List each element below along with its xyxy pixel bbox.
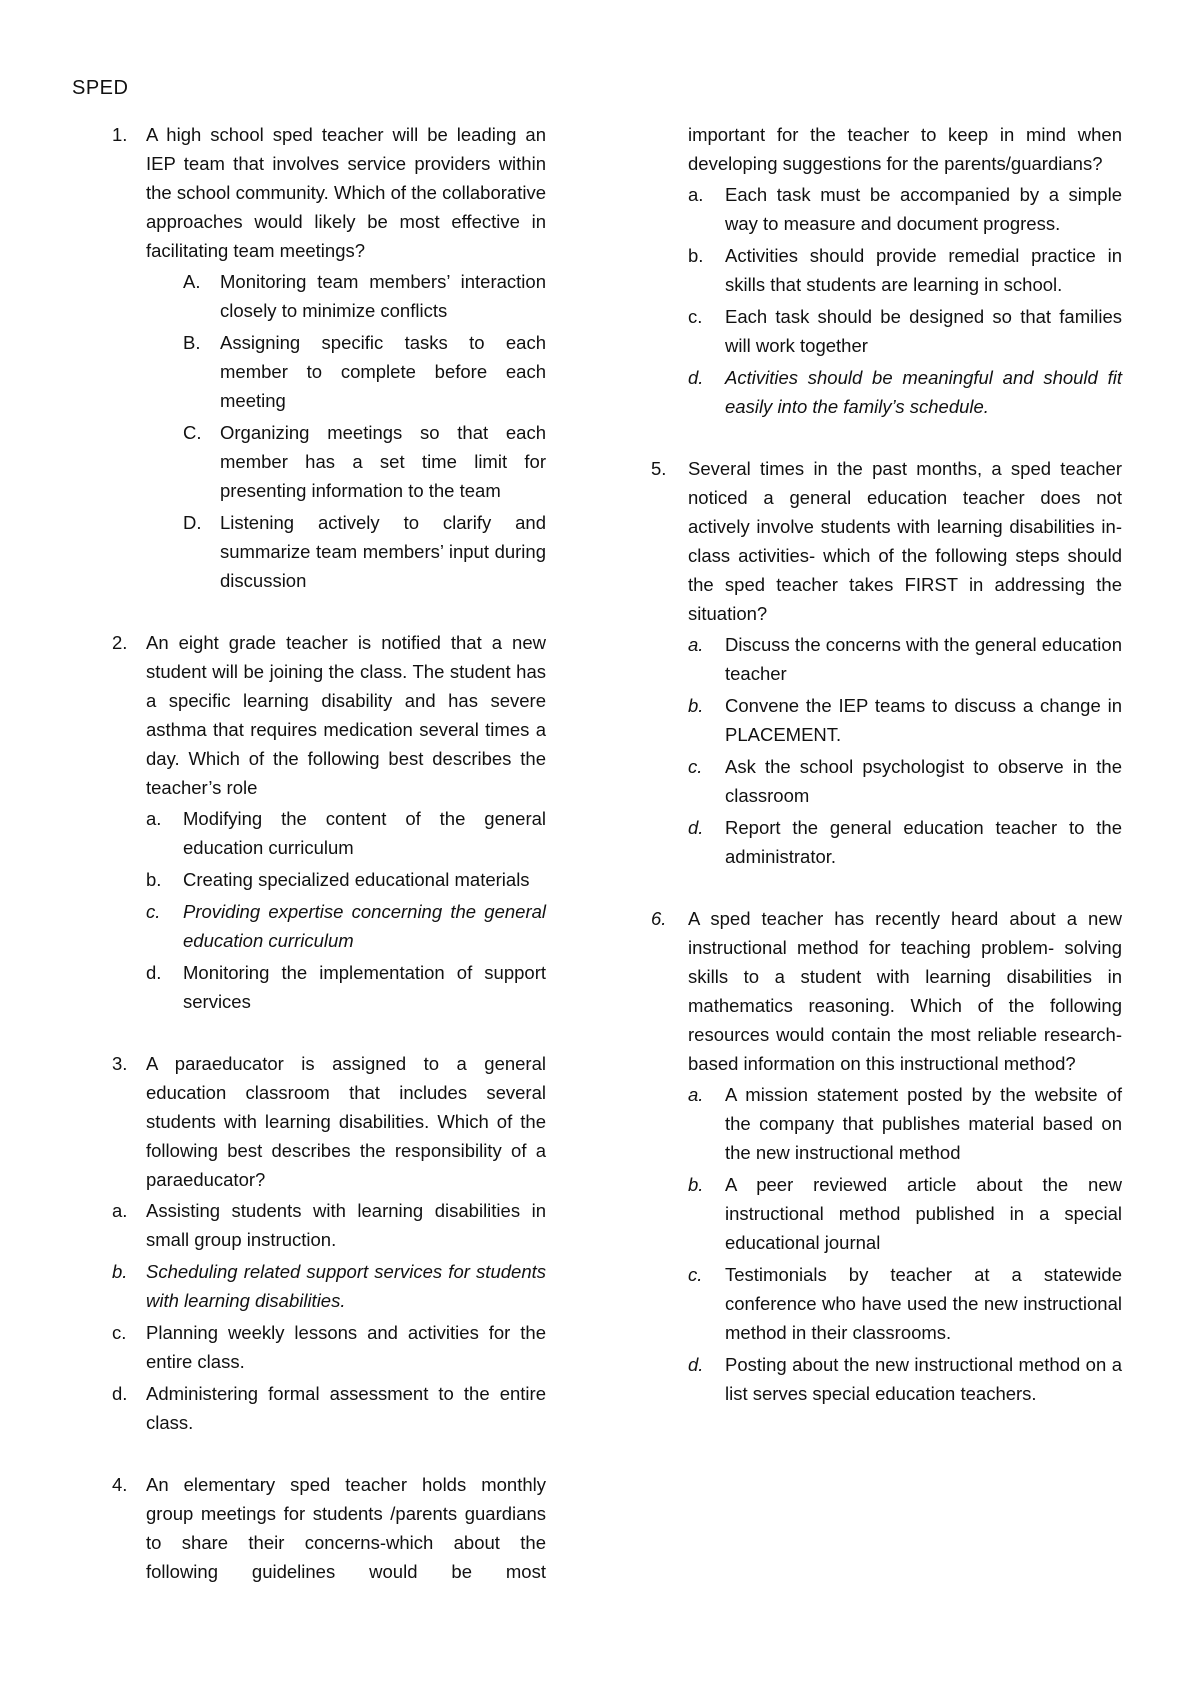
option-d (183, 508, 546, 595)
option-letter: a. (688, 634, 704, 655)
option-text: Monitoring team members’ interaction closely to minimize conflicts (220, 271, 546, 321)
question-3 (112, 1049, 546, 1437)
option-text: Testimonials by teacher at a statewide conference who have used the new instructional method in their classrooms. (725, 1264, 1122, 1343)
option-letter: B. (183, 332, 201, 353)
question-number: 6. (651, 908, 667, 929)
option-b (688, 691, 1122, 749)
option-b (688, 1170, 1122, 1257)
option-a (183, 267, 546, 325)
option-text: Report the general education teacher to the administrator. (725, 817, 1122, 867)
option-c (688, 752, 1122, 810)
option-text: Each task should be designed so that families will work together (725, 306, 1122, 356)
option-text: Ask the school psychologist to observe in the classroom (725, 756, 1122, 806)
question-text: important for the teacher to keep in mind when developing suggestions for the parents/guardians? (688, 124, 1122, 174)
option-letter: b. (112, 1261, 128, 1282)
question-number: 1. (112, 124, 128, 145)
option-a (688, 630, 1122, 688)
option-text: Discuss the concerns with the general education teacher (725, 634, 1122, 684)
option-text: Activities should provide remedial practice in skills that students are learning in school. (725, 245, 1122, 295)
option-letter: d. (112, 1383, 128, 1404)
question-text: A sped teacher has recently heard about a new instructional method for teaching problem- solving skills to a student with learning disabilities in mathematics reasoning. Which of the following resources would contain the most reliable research-based information on this instructional method? (688, 908, 1122, 1074)
option-text: Listening actively to clarify and summarize team members’ input during discussion (220, 512, 546, 591)
option-text: Creating specialized educational materials (183, 869, 530, 890)
question-1 (112, 120, 546, 595)
option-a (146, 804, 546, 862)
question-4-part-1 (112, 1470, 546, 1586)
option-b (146, 865, 546, 894)
option-b (183, 328, 546, 415)
question-4-part-2 (688, 120, 1122, 421)
option-d (146, 958, 546, 1016)
option-b (688, 241, 1122, 299)
option-text: Scheduling related support services for students with learning disabilities. (146, 1261, 546, 1311)
option-letter: c. (688, 1264, 703, 1285)
option-letter: d. (146, 962, 162, 983)
option-text: Modifying the content of the general education curriculum (183, 808, 546, 858)
option-letter: d. (688, 817, 704, 838)
option-letter: a. (112, 1200, 128, 1221)
option-c (112, 1318, 546, 1376)
option-text: Convene the IEP teams to discuss a change in PLACEMENT. (725, 695, 1122, 745)
option-letter: c. (112, 1322, 127, 1343)
option-list (146, 267, 546, 595)
option-d (688, 363, 1122, 421)
option-a (688, 180, 1122, 238)
option-letter: c. (688, 756, 703, 777)
option-letter: c. (688, 306, 703, 327)
left-column (112, 120, 546, 1586)
option-a (112, 1196, 546, 1254)
option-letter: d. (688, 367, 704, 388)
option-list (146, 804, 546, 1016)
option-letter: b. (688, 695, 704, 716)
option-c (183, 418, 546, 505)
question-6 (651, 904, 1122, 1408)
question-text: A high school sped teacher will be leading an IEP team that involves service providers within the school community. Which of the collaborative approaches would likely be most effective in facilitating team meetings? (146, 124, 546, 261)
question-5 (651, 454, 1122, 871)
question-text: A paraeducator is assigned to a general education classroom that includes several students with learning disabilities. Which of the following best describes the responsibility of a paraeducator? (146, 1053, 546, 1190)
option-letter: D. (183, 512, 202, 533)
option-letter: a. (688, 184, 704, 205)
option-letter: C. (183, 422, 202, 443)
right-column (651, 120, 1122, 1411)
question-text: An eight grade teacher is notified that a new student will be joining the class. The student has a specific learning disability and has severe asthma that requires medication several times a day. Which of the following best describes the teacher’s role (146, 632, 546, 798)
question-text: An elementary sped teacher holds monthly group meetings for students /parents guardians to share their concerns-which about the following guidelines would be most (146, 1474, 546, 1582)
question-text: Several times in the past months, a sped teacher noticed a general education teacher does not actively involve students with learning disabilities in-class activities- which of the following steps should the sped teacher takes FIRST in addressing the situation? (688, 458, 1122, 624)
option-list (688, 630, 1122, 871)
option-a (688, 1080, 1122, 1167)
option-text: Assisting students with learning disabilities in small group instruction. (146, 1200, 546, 1250)
option-text: Activities should be meaningful and should fit easily into the family’s schedule. (725, 367, 1122, 417)
option-letter: a. (688, 1084, 704, 1105)
option-text: A peer reviewed article about the new instructional method published in a special educational journal (725, 1174, 1122, 1253)
option-d (112, 1379, 546, 1437)
option-text: Providing expertise concerning the general education curriculum (183, 901, 546, 951)
option-c (146, 897, 546, 955)
option-c (688, 302, 1122, 360)
question-number: 5. (651, 458, 667, 479)
option-letter: c. (146, 901, 161, 922)
question-number: 2. (112, 632, 128, 653)
document-title: SPED (72, 77, 129, 99)
option-d (688, 1350, 1122, 1408)
option-list (112, 1196, 546, 1437)
question-number: 3. (112, 1053, 128, 1074)
option-letter: b. (688, 1174, 704, 1195)
question-number: 4. (112, 1474, 128, 1495)
option-text: A mission statement posted by the website of the company that publishes material based on the new instructional method (725, 1084, 1122, 1163)
option-letter: b. (688, 245, 704, 266)
option-letter: d. (688, 1354, 704, 1375)
option-letter: b. (146, 869, 162, 890)
option-text: Assigning specific tasks to each member to complete before each meeting (220, 332, 546, 411)
option-text: Monitoring the implementation of support services (183, 962, 546, 1012)
option-b (112, 1257, 546, 1315)
option-d (688, 813, 1122, 871)
option-letter: A. (183, 271, 201, 292)
option-text: Each task must be accompanied by a simple way to measure and document progress. (725, 184, 1122, 234)
option-text: Administering formal assessment to the entire class. (146, 1383, 546, 1433)
option-text: Posting about the new instructional method on a list serves special education teachers. (725, 1354, 1122, 1404)
option-list (688, 180, 1122, 421)
option-text: Planning weekly lessons and activities for the entire class. (146, 1322, 546, 1372)
question-2 (112, 628, 546, 1016)
option-c (688, 1260, 1122, 1347)
option-letter: a. (146, 808, 162, 829)
option-list (688, 1080, 1122, 1408)
option-text: Organizing meetings so that each member has a set time limit for presenting information to the team (220, 422, 546, 501)
